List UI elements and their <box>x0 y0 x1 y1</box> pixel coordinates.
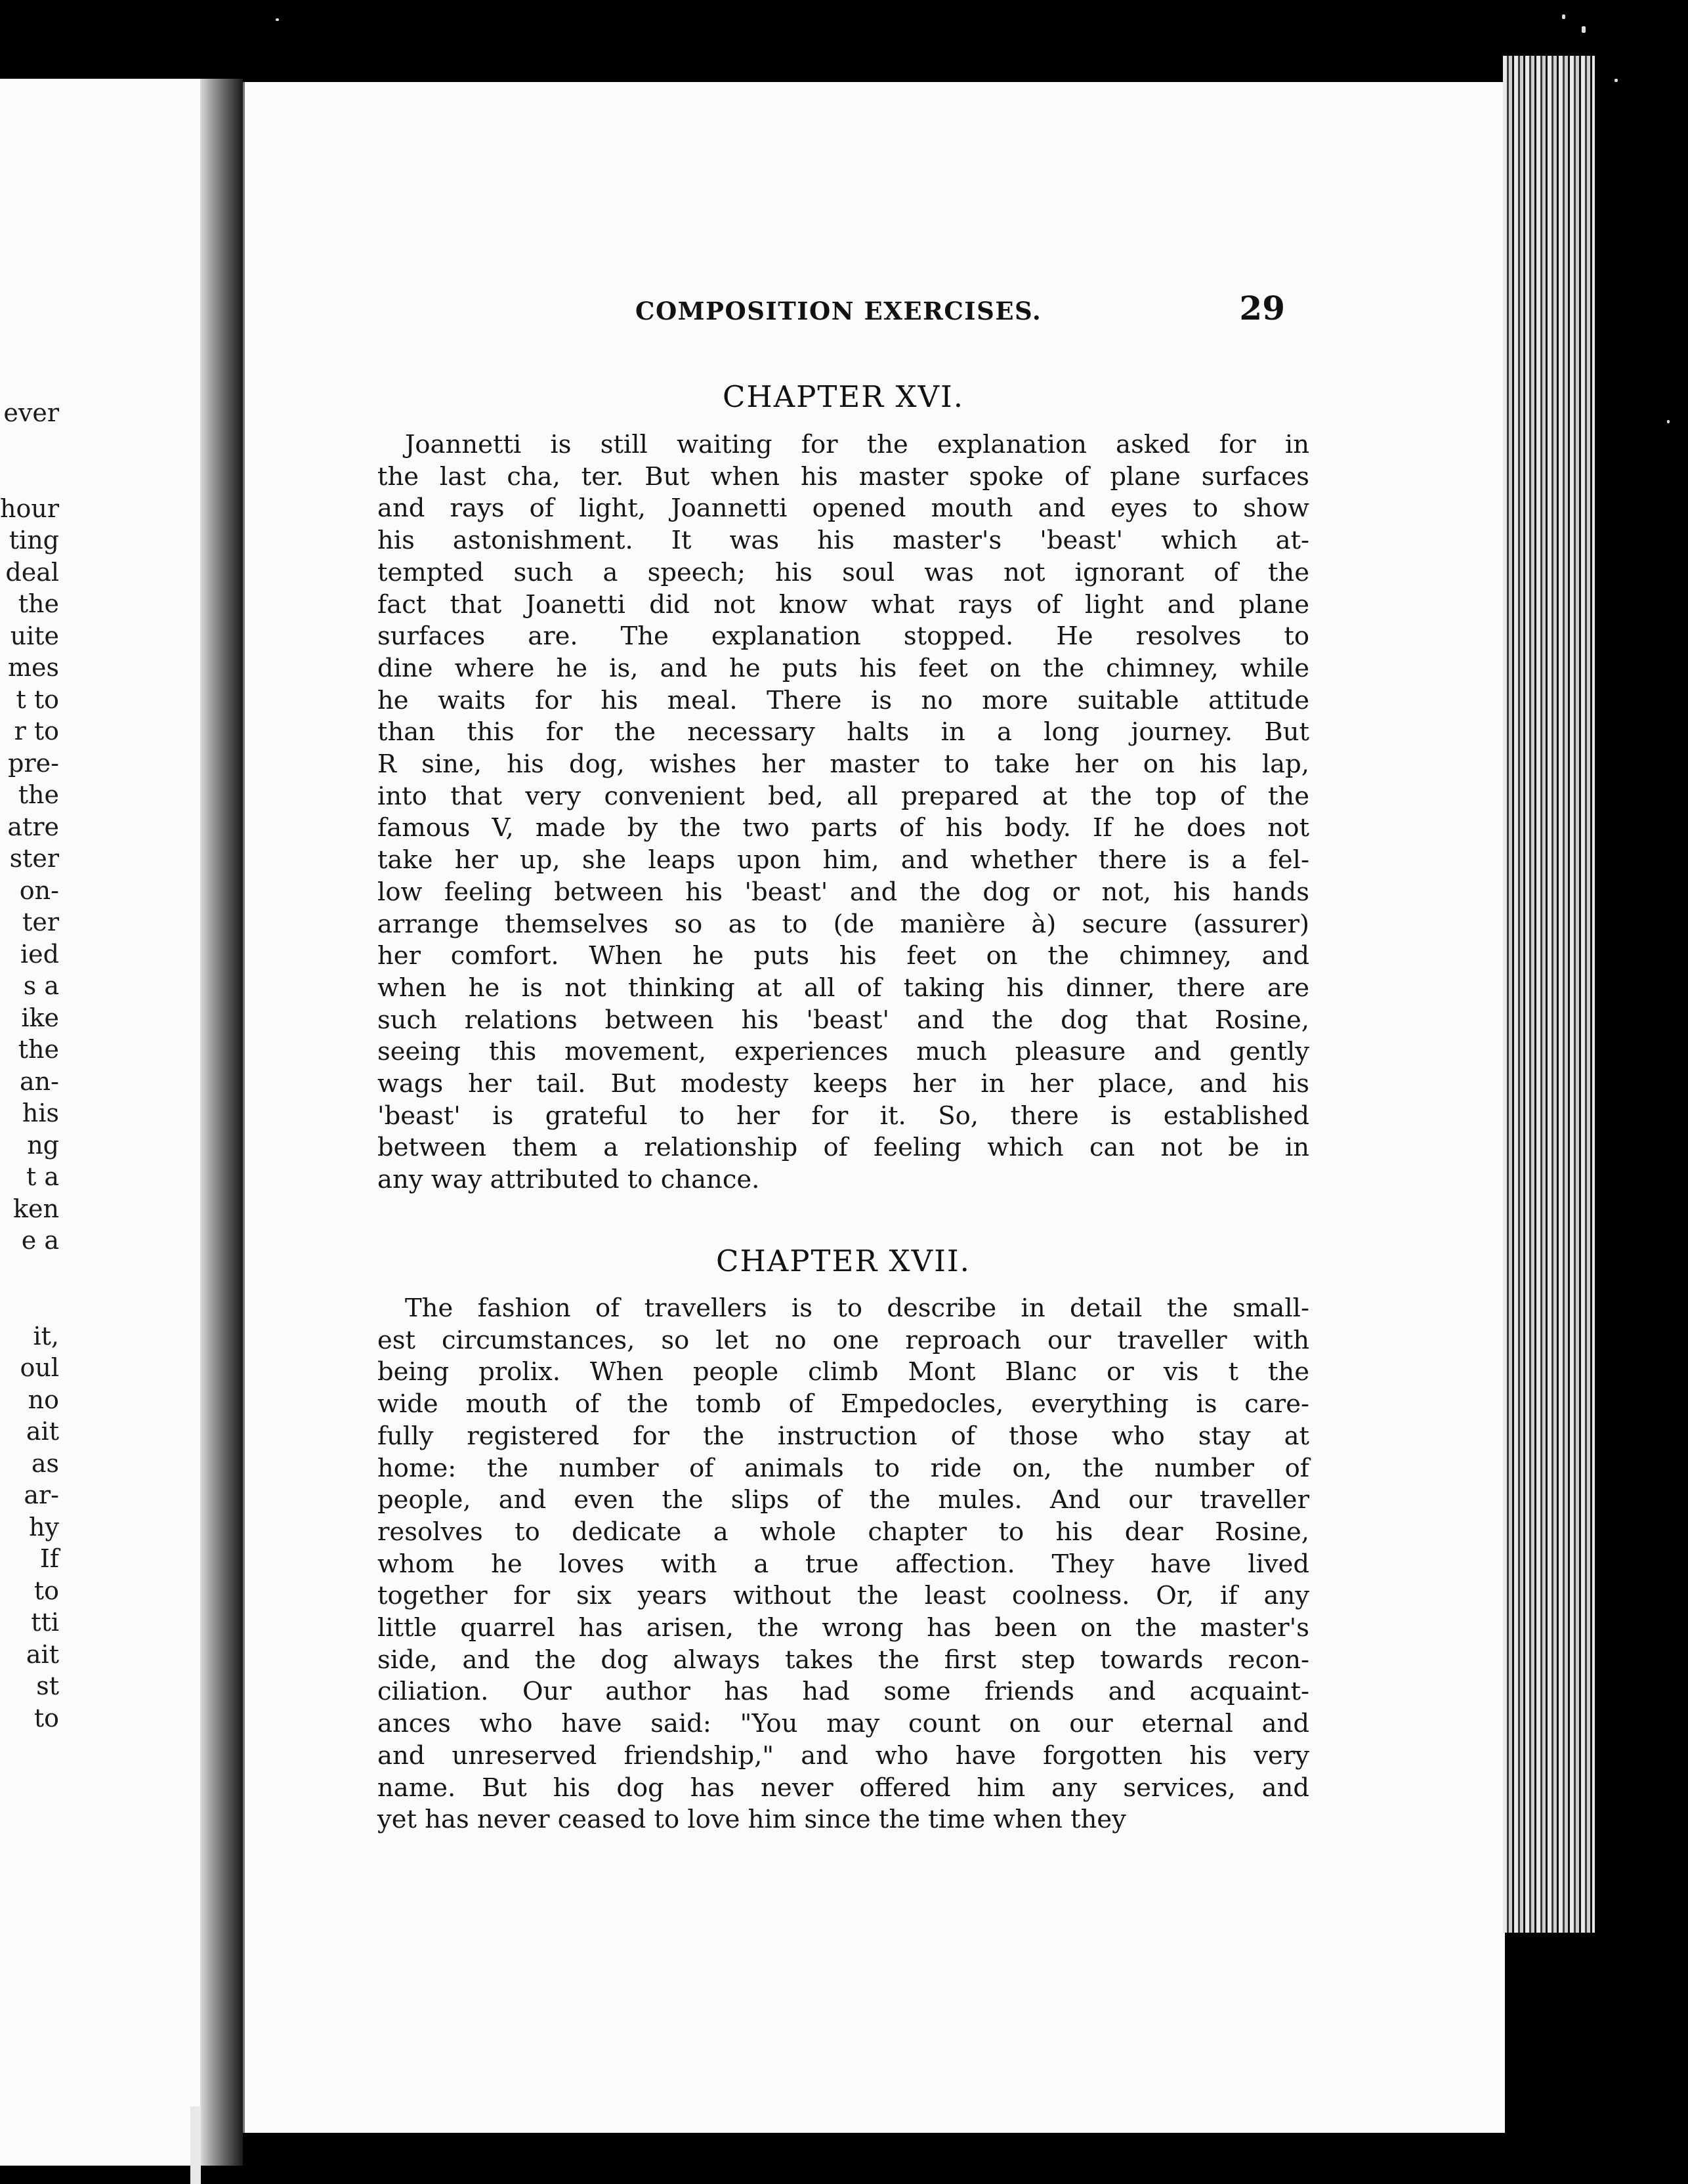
speck <box>1614 79 1618 82</box>
left-page-fragment: ster <box>9 844 59 873</box>
text-line: fully registered for the instruction of those who stay at <box>377 1421 1309 1451</box>
left-page-fragment: the <box>18 1035 59 1064</box>
speck <box>1582 26 1586 33</box>
left-page-fragment: oul <box>20 1353 59 1382</box>
text-line: between them a relationship of feeling which can not be in <box>377 1133 1309 1163</box>
text-line: ances who have said: "You may count on our eternal and <box>377 1709 1309 1739</box>
text-line: take her up, she leaps upon him, and whether there is a fel- <box>377 845 1309 875</box>
left-page-fragment: hy <box>29 1512 59 1542</box>
left-page-fragment: on- <box>19 875 59 905</box>
speck <box>276 18 279 21</box>
left-page-fragment: ting <box>9 526 59 555</box>
text-line: low feeling between his 'beast' and the dog or not, his hands <box>377 877 1309 907</box>
text-line: fact that Joanetti did not know what rays of light and plane <box>377 589 1309 620</box>
running-head: COMPOSITION EXERCISES. <box>635 297 1042 326</box>
left-page-fragment: his <box>22 1099 59 1127</box>
chapter-17-title: CHAPTER XVII. <box>716 1244 971 1278</box>
text-line: surfaces are. The explanation stopped. He resolves to <box>377 621 1309 652</box>
text-line: such relations between his 'beast' and the dog that Rosine, <box>377 1005 1309 1035</box>
left-page-fragment: atre <box>7 812 59 841</box>
text-line: his astonishment. It was his master's 'beast' which at- <box>377 526 1309 556</box>
text-line: arrange themselves so as to (de manière à) secure (assurer) <box>377 909 1309 939</box>
text-line: home: the number of animals to ride on, the number of <box>377 1453 1309 1483</box>
text-line: side, and the dog always takes the first step towards recon- <box>377 1645 1309 1675</box>
text-line: resolves to dedicate a whole chapter to his dear Rosine, <box>377 1517 1309 1547</box>
left-page-fragment: t a <box>26 1162 59 1191</box>
left-page-fragment: an- <box>20 1066 59 1096</box>
left-page-fragment: no <box>28 1385 59 1414</box>
book-gutter <box>200 79 243 2166</box>
left-page-fragment: the <box>18 780 59 809</box>
left-page-fragment: deal <box>5 557 59 587</box>
text-line: tempted such a speech; his soul was not ignorant of the <box>377 557 1309 587</box>
left-page-fragment: s a <box>23 971 59 1000</box>
text-line: wags her tail. But modesty keeps her in her place, and his <box>377 1069 1309 1099</box>
left-page-fragment: If <box>39 1544 59 1573</box>
bookmark-ribbon <box>190 2107 201 2184</box>
left-page-fragment: tti <box>31 1608 59 1637</box>
page-number: 29 <box>1239 289 1285 327</box>
left-page-fragment: r to <box>14 717 59 746</box>
text-line: and unreserved friendship," and who have forgotten his very <box>377 1740 1309 1771</box>
text-line: yet has never ceased to love him since the time when they <box>377 1805 1126 1835</box>
text-line: together for six years without the least coolness. Or, if any <box>377 1581 1309 1611</box>
text-line: seeing this movement, experiences much pleasure and gently <box>377 1037 1309 1067</box>
text-line: The fashion of travellers is to describe in detail the small- <box>405 1293 1309 1323</box>
text-line: est circumstances, so let no one reproach our traveller with <box>377 1325 1309 1355</box>
left-page-fragment: st <box>36 1671 59 1700</box>
left-page-fragment: ike <box>21 1003 59 1032</box>
left-page-fragment: pre- <box>8 748 59 778</box>
chapter-16-body <box>377 429 1309 1196</box>
left-page-fragment: ait <box>26 1417 59 1446</box>
text-line: little quarrel has arisen, the wrong has been on the master's <box>377 1613 1309 1643</box>
page-header <box>635 289 1285 335</box>
left-page-fragment: mes <box>7 653 59 682</box>
text-line: Joannetti is still waiting for the explanation asked for in <box>405 430 1309 459</box>
text-line: and rays of light, Joannetti opened mouth and eyes to show <box>377 494 1309 524</box>
chapter-17-body <box>377 1293 1309 1836</box>
text-line: the last cha, ter. But when his master spoke of plane surfaces <box>377 461 1309 492</box>
speck <box>1667 420 1670 423</box>
text-line: 'beast' is grateful to her for it. So, there is established <box>377 1101 1309 1131</box>
left-page-fragment: ever <box>3 398 59 427</box>
text-line: people, and even the slips of the mules. And our traveller <box>377 1485 1309 1515</box>
text-line: when he is not thinking at all of taking his dinner, there are <box>377 973 1309 1003</box>
text-line: famous V, made by the two parts of his body. If he does not <box>377 813 1309 843</box>
left-page-fragment: ied <box>20 939 59 969</box>
text-line: her comfort. When he puts his feet on the chimney, and <box>377 941 1309 971</box>
left-page-fragment: to <box>33 1576 59 1605</box>
text-line: any way attributed to chance. <box>377 1165 760 1195</box>
text-line: name. But his dog has never offered him any services, and <box>377 1773 1309 1803</box>
left-page-fragment: ter <box>22 908 59 936</box>
left-page-fragment: e a <box>21 1226 59 1255</box>
text-line: into that very convenient bed, all prepared at the top of the <box>377 781 1309 811</box>
left-page-fragment: ait <box>26 1639 59 1669</box>
left-page-fragment: ar- <box>24 1480 59 1509</box>
left-page-fragment: hour <box>0 494 59 523</box>
text-line: being prolix. When people climb Mont Blanc or vis t the <box>377 1357 1309 1387</box>
left-page-fragment: ken <box>13 1194 59 1223</box>
text-line: he waits for his meal. There is no more suitable attitude <box>377 685 1309 715</box>
left-page-fragment: t to <box>16 684 59 714</box>
speck <box>1562 14 1565 19</box>
text-line: ciliation. Our author has had some friends and acquaint- <box>377 1677 1309 1707</box>
text-line: whom he loves with a true affection. They have lived <box>377 1549 1309 1579</box>
text-line: wide mouth of the tomb of Empedocles, everything is care- <box>377 1389 1309 1419</box>
chapter-16-title: CHAPTER XVI. <box>722 379 965 414</box>
text-line: than this for the necessary halts in a long journey. But <box>377 717 1309 747</box>
left-page-fragment: it, <box>33 1321 59 1351</box>
left-page-fragment: the <box>18 589 59 618</box>
left-page-fragment: to <box>33 1703 59 1732</box>
text-line: dine where he is, and he puts his feet on the chimney, while <box>377 653 1309 683</box>
left-page-fragment: ng <box>27 1130 59 1160</box>
page-edges <box>1503 56 1595 1933</box>
text-line: R sine, his dog, wishes her master to take her on his lap, <box>377 749 1309 780</box>
left-page-fragment: uite <box>10 621 59 650</box>
left-page-fragment: as <box>31 1448 59 1478</box>
